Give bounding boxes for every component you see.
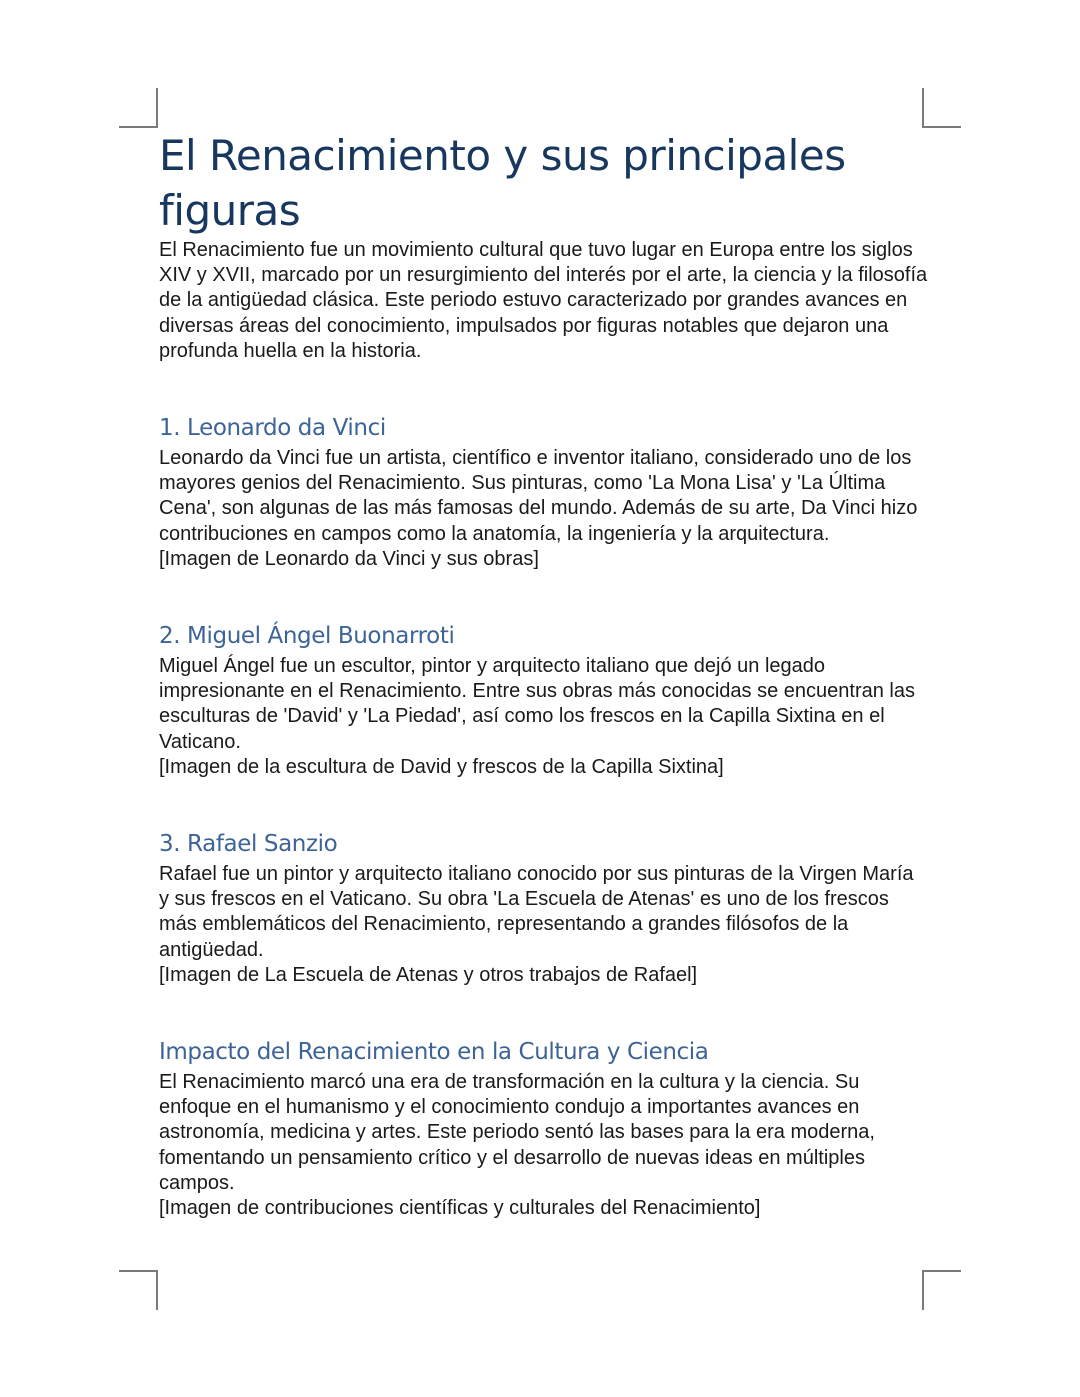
section-body: Leonardo da Vinci fue un artista, científico e inventor italiano, considerado uno de los mayores genios del Renacimiento. Sus pinturas, como 'La Mona Lisa' y 'La Última Cena', son algunas de las más famosas del mundo. Además de su arte, Da Vinci hizo contribuciones en campos como la anatomía, la ingeniería y la arquitectura. xyxy=(159,447,918,545)
section-rafael xyxy=(159,830,929,988)
image-placeholder: [Imagen de Leonardo da Vinci y sus obras] xyxy=(159,547,539,570)
section-body: Rafael fue un pintor y arquitecto italiano conocido por sus pinturas de la Virgen María y sus frescos en el Vaticano. Su obra 'La Escuela de Atenas' es uno de los frescos más emblemáticos del Renacimiento, representando a grandes filósofos de la antigüedad. xyxy=(159,863,914,961)
section-impacto xyxy=(159,1038,929,1221)
section-body: Miguel Ángel fue un escultor, pintor y arquitecto italiano que dejó un legado impresionante en el Renacimiento. Entre sus obras más conocidas se encuentran las esculturas de 'David' y 'La Piedad', así como los frescos en la Capilla Sixtina en el Vaticano. xyxy=(159,655,915,753)
document-body xyxy=(159,128,929,1221)
section-heading: 1. Leonardo da Vinci xyxy=(159,415,386,442)
section-miguel-angel xyxy=(159,622,929,780)
section-leonardo xyxy=(159,414,929,572)
section-heading: 3. Rafael Sanzio xyxy=(159,831,338,858)
section-heading: Impacto del Renacimiento en la Cultura y Ciencia xyxy=(159,1039,709,1066)
image-placeholder: [Imagen de la escultura de David y frescos de la Capilla Sixtina] xyxy=(159,755,724,778)
image-placeholder: [Imagen de La Escuela de Atenas y otros trabajos de Rafael] xyxy=(159,963,698,986)
section-body: El Renacimiento marcó una era de transformación en la cultura y la ciencia. Su enfoque en el humanismo y el conocimiento condujo a importantes avances en astronomía, medicina y artes. Este periodo sentó las bases para la era moderna, fomentando un pensamiento crítico y el desarrollo de nuevas ideas en múltiples campos. xyxy=(159,1071,875,1194)
section-heading: 2. Miguel Ángel Buonarroti xyxy=(159,623,455,650)
intro-paragraph: El Renacimiento fue un movimiento cultural que tuvo lugar en Europa entre los siglos XIV y XVII, marcado por un resurgimiento del interés por el arte, la ciencia y la filosofía de la antigüedad clásica. Este periodo estuvo caracterizado por grandes avances en diversas áreas del conocimiento, impulsados por figuras notables que dejaron una profunda huella en la historia. xyxy=(159,239,928,362)
document-title: El Renacimiento y sus principales figuras xyxy=(159,131,846,235)
image-placeholder: [Imagen de contribuciones científicas y culturales del Renacimiento] xyxy=(159,1197,761,1220)
